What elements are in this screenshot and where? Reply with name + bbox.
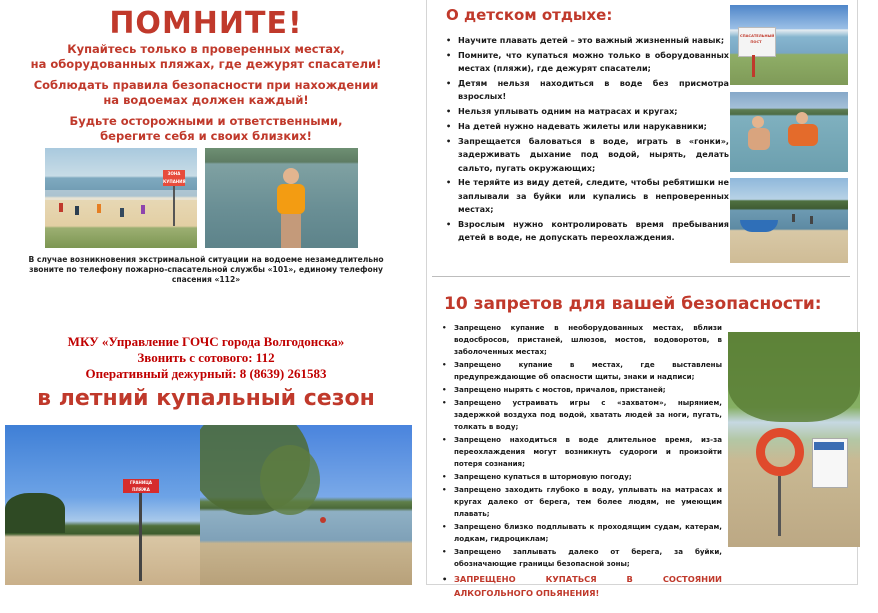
child-in-water-photo [205, 148, 358, 248]
rule-paragraph-1-line-2: на оборудованных пляжах, где дежурят спасатели! [30, 57, 382, 71]
list-item: • Запрещено купание в местах, где выставлены предупреждающие об опасности щиты, знаки и надписи; [440, 359, 722, 383]
beach-border-sign: ГРАНИЦА ПЛЯЖА [123, 479, 159, 493]
kids-rules-list [444, 34, 729, 246]
poster-title: ПОМНИТЕ! [109, 6, 303, 41]
river-shore-willow-photo [200, 425, 412, 585]
list-item: • Запрещено нырять с мостов, причалов, пристаней; [440, 384, 722, 396]
list-item: • Не теряйте из виду детей, следите, чтобы ребятишки не заплывали за буйки или купались в непроверенных местах; [444, 176, 729, 216]
boat-on-beach-photo [730, 178, 848, 263]
emergency-note [10, 255, 402, 285]
kids-in-water-photo [730, 92, 848, 172]
lifebuoy-photo [728, 332, 860, 547]
rule-paragraph-1 [30, 42, 382, 72]
swim-zone-sign: ЗОНА КУПАНИЯ [163, 171, 186, 184]
beach-border-sign-photo [5, 425, 200, 585]
list-item: • Нельзя уплывать одним на матрасах и кругах; [444, 105, 729, 118]
list-item: • Запрещено устраивать игры с «захватом», нырянием, задержкой воздуха под водой, хватать людей за ноги, пугать, толкать в воду; [440, 397, 722, 433]
list-item: • Детям нельзя находиться в воде без присмотра взрослых! [444, 77, 729, 104]
list-item: • Запрещено заходить глубоко в воду, уплывать на матрасах и кругах далеко от берега, тем более людям, не умеющим плавать; [440, 484, 722, 520]
beach-crowd-photo [45, 148, 197, 248]
rule-paragraph-2-line-2: на водоемах должен каждый! [103, 93, 309, 107]
list-item: • Запрещено купание в необорудованных местах, вблизи водосбросов, пристаней, шлюзов, мостов, водоворотов, в заболоченных местах; [440, 322, 722, 358]
list-item: • Помните, что купаться можно только в оборудованных местах (пляжи), где дежурят спасатели; [444, 49, 729, 76]
alcohol-ban-item: • ЗАПРЕЩЕНО КУПАТЬСЯ В СОСТОЯНИИ АЛКОГОЛЬНОГО ОПЬЯНЕНИЯ! [440, 572, 722, 600]
bans-section-title: 10 запретов для вашей безопасности: [444, 294, 822, 314]
lifeguard-post-sign: СПАСАТЕЛЬНЫЙ ПОСТ [740, 34, 775, 44]
list-item: • На детей нужно надевать жилеты или нарукавники; [444, 120, 729, 133]
section-divider [432, 276, 850, 277]
lifeguard-post-photo [730, 5, 848, 85]
mku-contacts [20, 334, 392, 382]
list-item: • Запрещено находиться в воде длительное время, из-за переохлаждения могут возникнуть судороги и произойти потеря сознания; [440, 434, 722, 470]
lifebuoy-icon [756, 428, 804, 476]
emergency-note-line-1: В случае возникновения экстримальной ситуации на водоеме незамедлительно [28, 255, 384, 264]
kids-section-title: О детском отдыхе: [446, 6, 613, 24]
season-heading: в летний купальный сезон [37, 386, 375, 411]
rule-paragraph-2-line-1: Соблюдать правила безопасности при нахождении [33, 78, 379, 92]
rule-paragraph-1-line-1: Купайтесь только в проверенных местах, [67, 42, 345, 56]
mku-name: МКУ «Управление ГОЧС города Волгодонска» [67, 334, 345, 349]
mobile-phone-line: Звонить с сотового: 112 [137, 350, 275, 365]
list-item: • Запрещено близко подплывать к проходящим судам, катерам, лодкам, гидроциклам; [440, 521, 722, 545]
list-item: • Научите плавать детей – это важный жизненный навык; [444, 34, 729, 47]
emergency-note-line-2: звоните по телефону пожарно-спасательной службы «101», единому телефону спасения «112» [29, 265, 383, 284]
list-item: • Запрещается баловаться в воде, играть в «гонки», задерживать дыхание под водой, нырять, делать сальто, пугать окружающих; [444, 135, 729, 175]
rule-paragraph-3 [30, 114, 382, 144]
list-item: • Запрещено купаться в штормовую погоду; [440, 471, 722, 483]
rule-paragraph-3-line-1: Будьте осторожными и ответственными, [69, 114, 343, 128]
rule-paragraph-3-line-2: берегите себя и своих близких! [100, 129, 312, 143]
duty-officer-line: Оперативный дежурный: 8 (8639) 261583 [85, 366, 327, 381]
list-item: • Запрещено заплывать далеко от берега, за буйки, обозначающие границы безопасной зоны; [440, 546, 722, 570]
rule-paragraph-2 [30, 78, 382, 108]
list-item: • Взрослым нужно контролировать время пребывания детей в воде, не допускать переохлаждения. [444, 218, 729, 245]
safety-bans-list [440, 322, 722, 601]
